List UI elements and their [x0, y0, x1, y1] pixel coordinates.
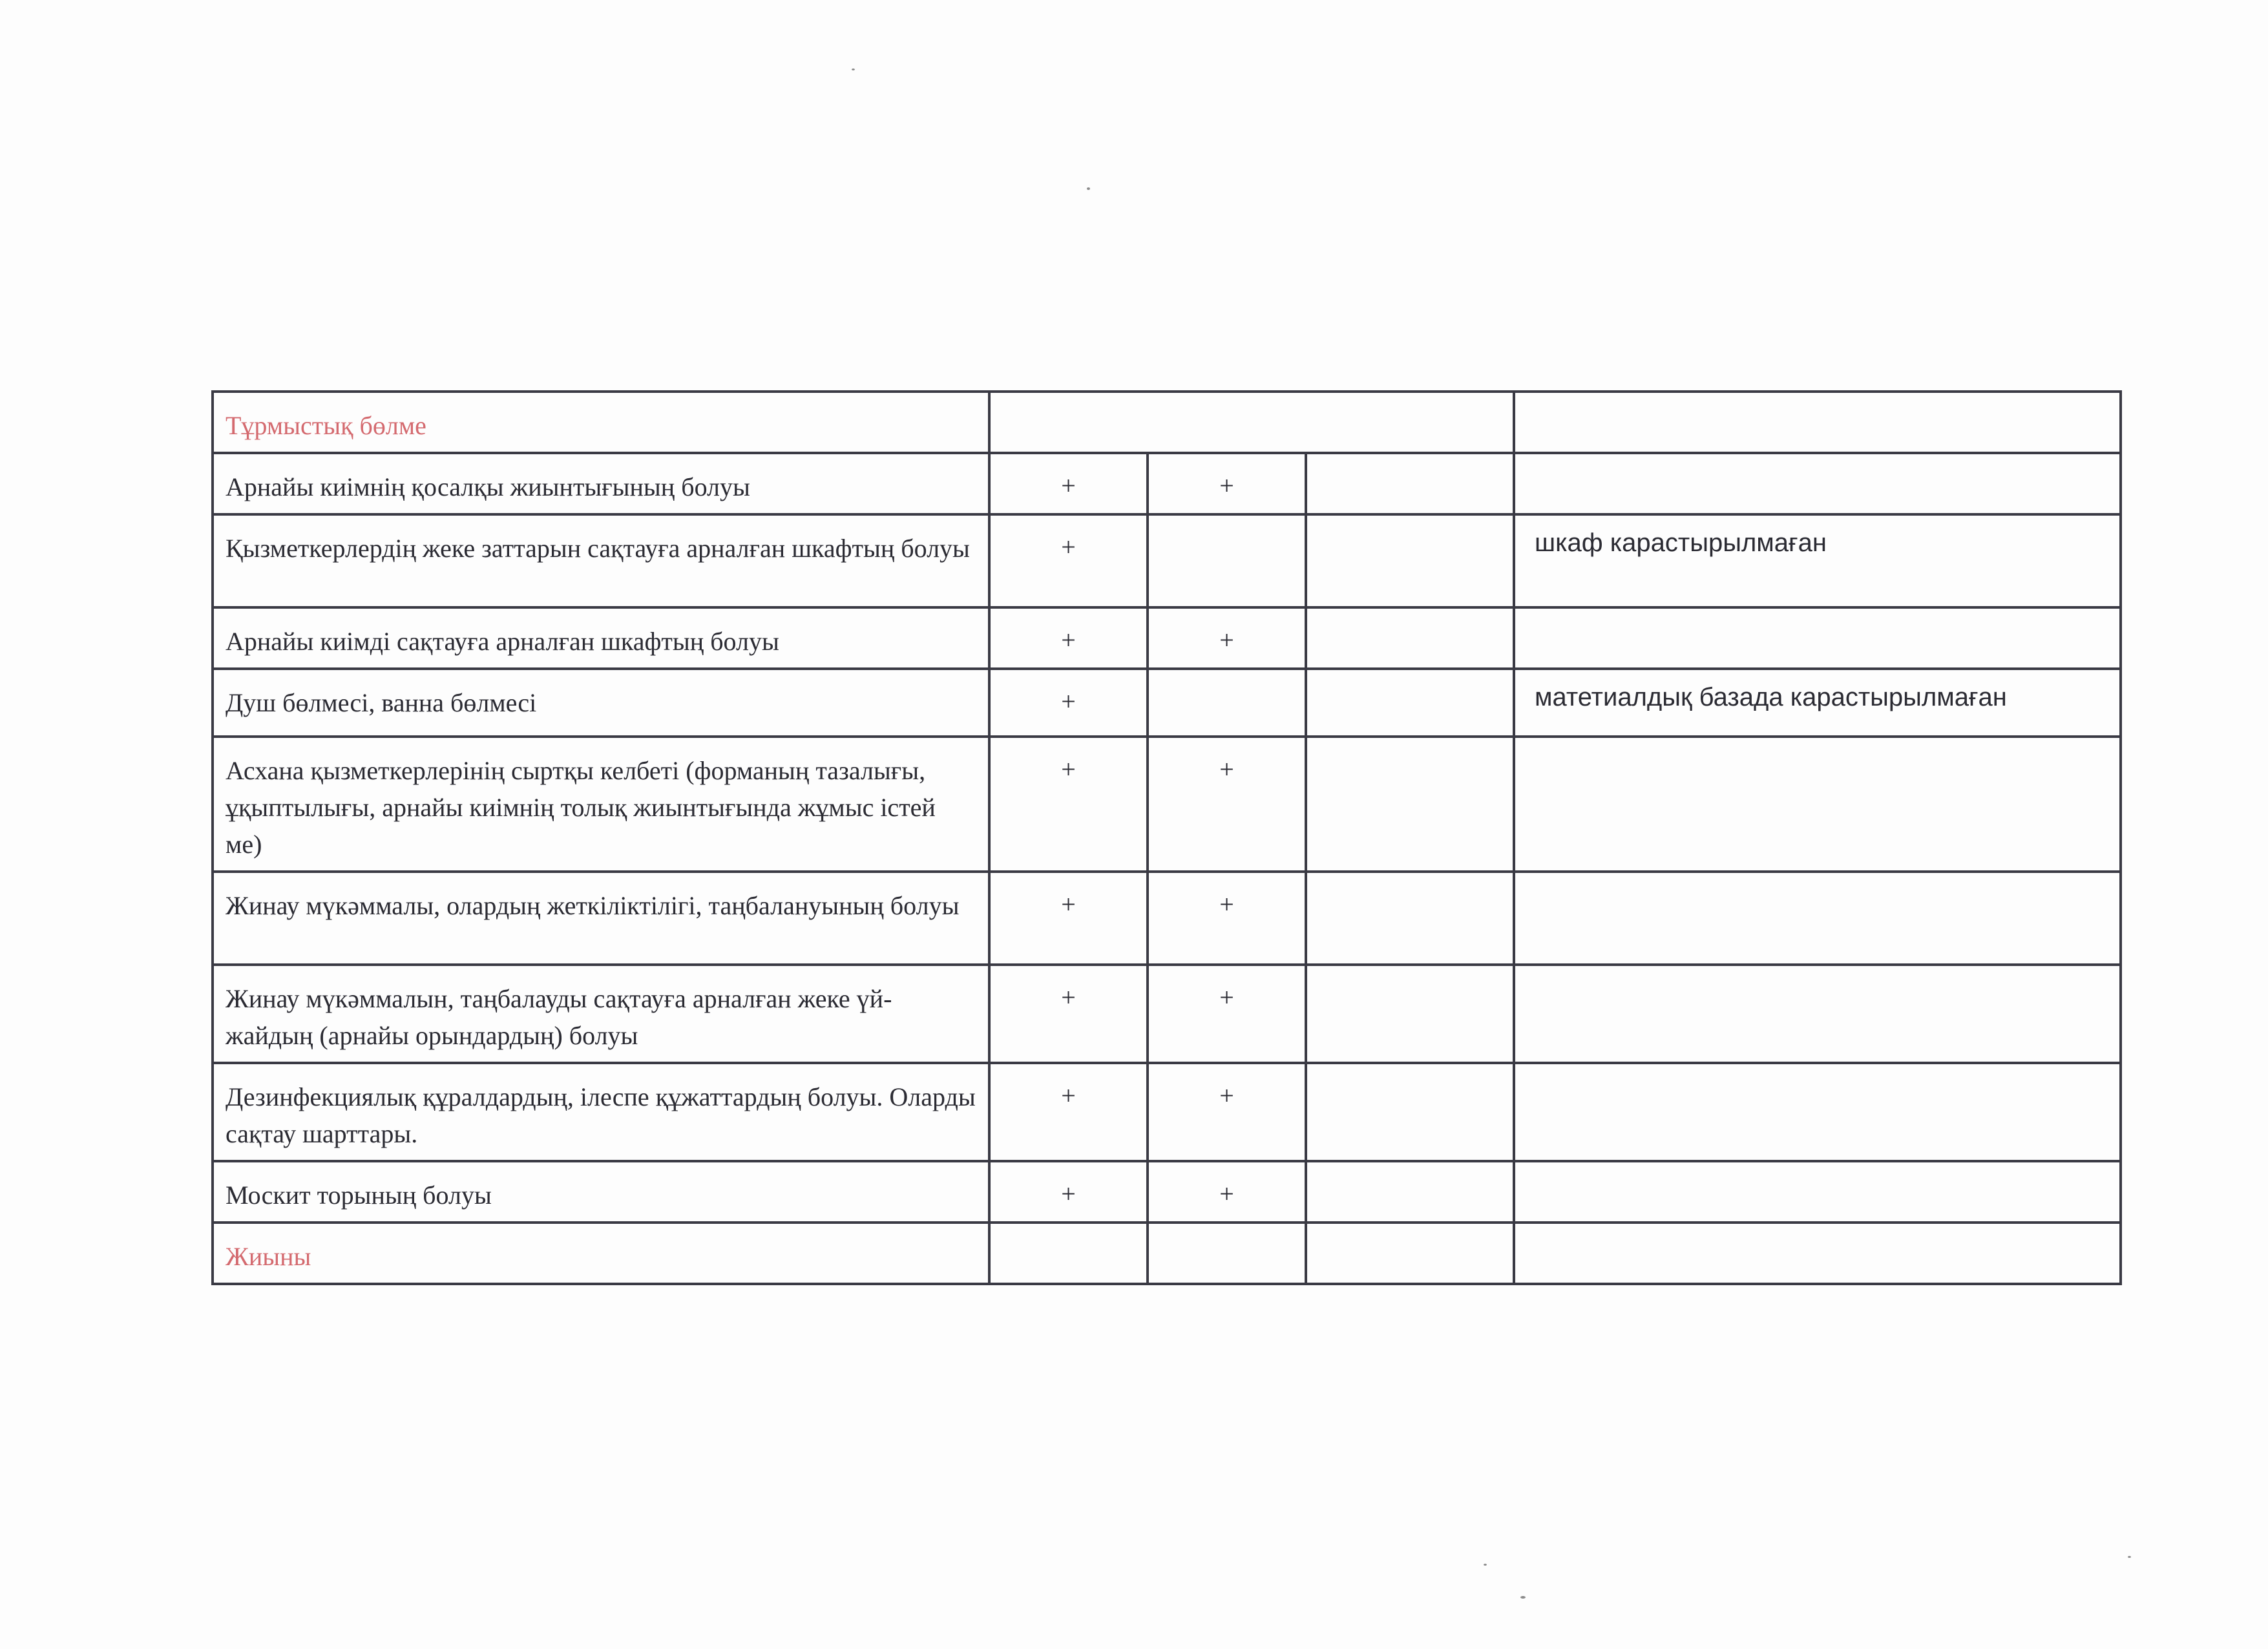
- row-mark-1: +: [989, 737, 1148, 872]
- row-mark-2: +: [1148, 1161, 1306, 1223]
- row-note: матетиалдық базада карастырылмаған: [1514, 669, 2121, 737]
- total-label: Жиыны: [213, 1223, 989, 1284]
- row-mark-3: [1306, 1063, 1514, 1161]
- row-mark-2: +: [1148, 965, 1306, 1063]
- row-mark-3: [1306, 872, 1514, 965]
- scan-speck: [1087, 187, 1090, 190]
- row-mark-1: +: [989, 1063, 1148, 1161]
- row-note: [1514, 965, 2121, 1063]
- total-cell-1: [989, 1223, 1148, 1284]
- row-note: [1514, 737, 2121, 872]
- row-mark-3: [1306, 965, 1514, 1063]
- table-row: [213, 1161, 2121, 1223]
- table-row: [213, 737, 2121, 872]
- row-note: шкаф карастырылмаған: [1514, 514, 2121, 607]
- scan-speck: [2128, 1556, 2131, 1558]
- row-note: [1514, 1063, 2121, 1161]
- table-row: [213, 453, 2121, 514]
- row-mark-3: [1306, 453, 1514, 514]
- row-mark-2: +: [1148, 453, 1306, 514]
- section-header-row: [213, 392, 2121, 453]
- row-item-text: Жинау мүкәммалы, олардың жеткіліктілігі, таңбалануының болуы: [213, 872, 989, 965]
- row-mark-2: +: [1148, 872, 1306, 965]
- section-title: Тұрмыстық бөлме: [213, 392, 989, 453]
- row-item-text: Арнайы киімнің қосалқы жиынтығының болуы: [213, 453, 989, 514]
- table-row: [213, 965, 2121, 1063]
- row-mark-1: +: [989, 1161, 1148, 1223]
- row-item-text: Душ бөлмесі, ванна бөлмесі: [213, 669, 989, 737]
- table-row: [213, 607, 2121, 669]
- row-item-text: Арнайы киімді сақтауға арналған шкафтың болуы: [213, 607, 989, 669]
- total-cell-3: [1306, 1223, 1514, 1284]
- table-row: [213, 1063, 2121, 1161]
- row-item-text: Жинау мүкәммалын, таңбалауды сақтауға арналған жеке үй-жайдың (арнайы орындардың) болуы: [213, 965, 989, 1063]
- row-note: [1514, 1161, 2121, 1223]
- row-mark-2: +: [1148, 737, 1306, 872]
- row-item-text: Қызметкерлердің жеке заттарын сақтауға арналған шкафтың болуы: [213, 514, 989, 607]
- scan-speck: [852, 68, 855, 70]
- row-mark-2: [1148, 669, 1306, 737]
- total-note-cell: [1514, 1223, 2121, 1284]
- total-row: [213, 1223, 2121, 1284]
- row-mark-3: [1306, 737, 1514, 872]
- row-mark-1: +: [989, 453, 1148, 514]
- row-mark-3: [1306, 514, 1514, 607]
- table-row: [213, 669, 2121, 737]
- table-row: [213, 872, 2121, 965]
- row-note: [1514, 607, 2121, 669]
- row-mark-1: +: [989, 514, 1148, 607]
- total-cell-2: [1148, 1223, 1306, 1284]
- row-mark-2: [1148, 514, 1306, 607]
- row-note: [1514, 872, 2121, 965]
- row-item-text: Москит торының болуы: [213, 1161, 989, 1223]
- row-note: [1514, 453, 2121, 514]
- row-mark-1: +: [989, 965, 1148, 1063]
- row-mark-2: +: [1148, 607, 1306, 669]
- table-row: [213, 514, 2121, 607]
- row-item-text: Дезинфекциялық құралдардың, ілеспе құжаттардың болуы. Оларды сақтау шарттары.: [213, 1063, 989, 1161]
- scan-speck: [1520, 1596, 1526, 1599]
- row-mark-3: [1306, 669, 1514, 737]
- checklist-table: [211, 390, 2122, 1285]
- row-mark-3: [1306, 1161, 1514, 1223]
- row-mark-1: +: [989, 669, 1148, 737]
- scan-speck: [1484, 1564, 1487, 1566]
- row-mark-1: +: [989, 872, 1148, 965]
- row-mark-3: [1306, 607, 1514, 669]
- section-header-note-cell: [1514, 392, 2121, 453]
- row-mark-2: +: [1148, 1063, 1306, 1161]
- row-item-text: Асхана қызметкерлерінің сыртқы келбеті (форманың тазалығы, ұқыптылығы, арнайы киімнің толық жиынтығында жұмыс істей ме): [213, 737, 989, 872]
- section-header-empty-cell: [989, 392, 1514, 453]
- row-mark-1: +: [989, 607, 1148, 669]
